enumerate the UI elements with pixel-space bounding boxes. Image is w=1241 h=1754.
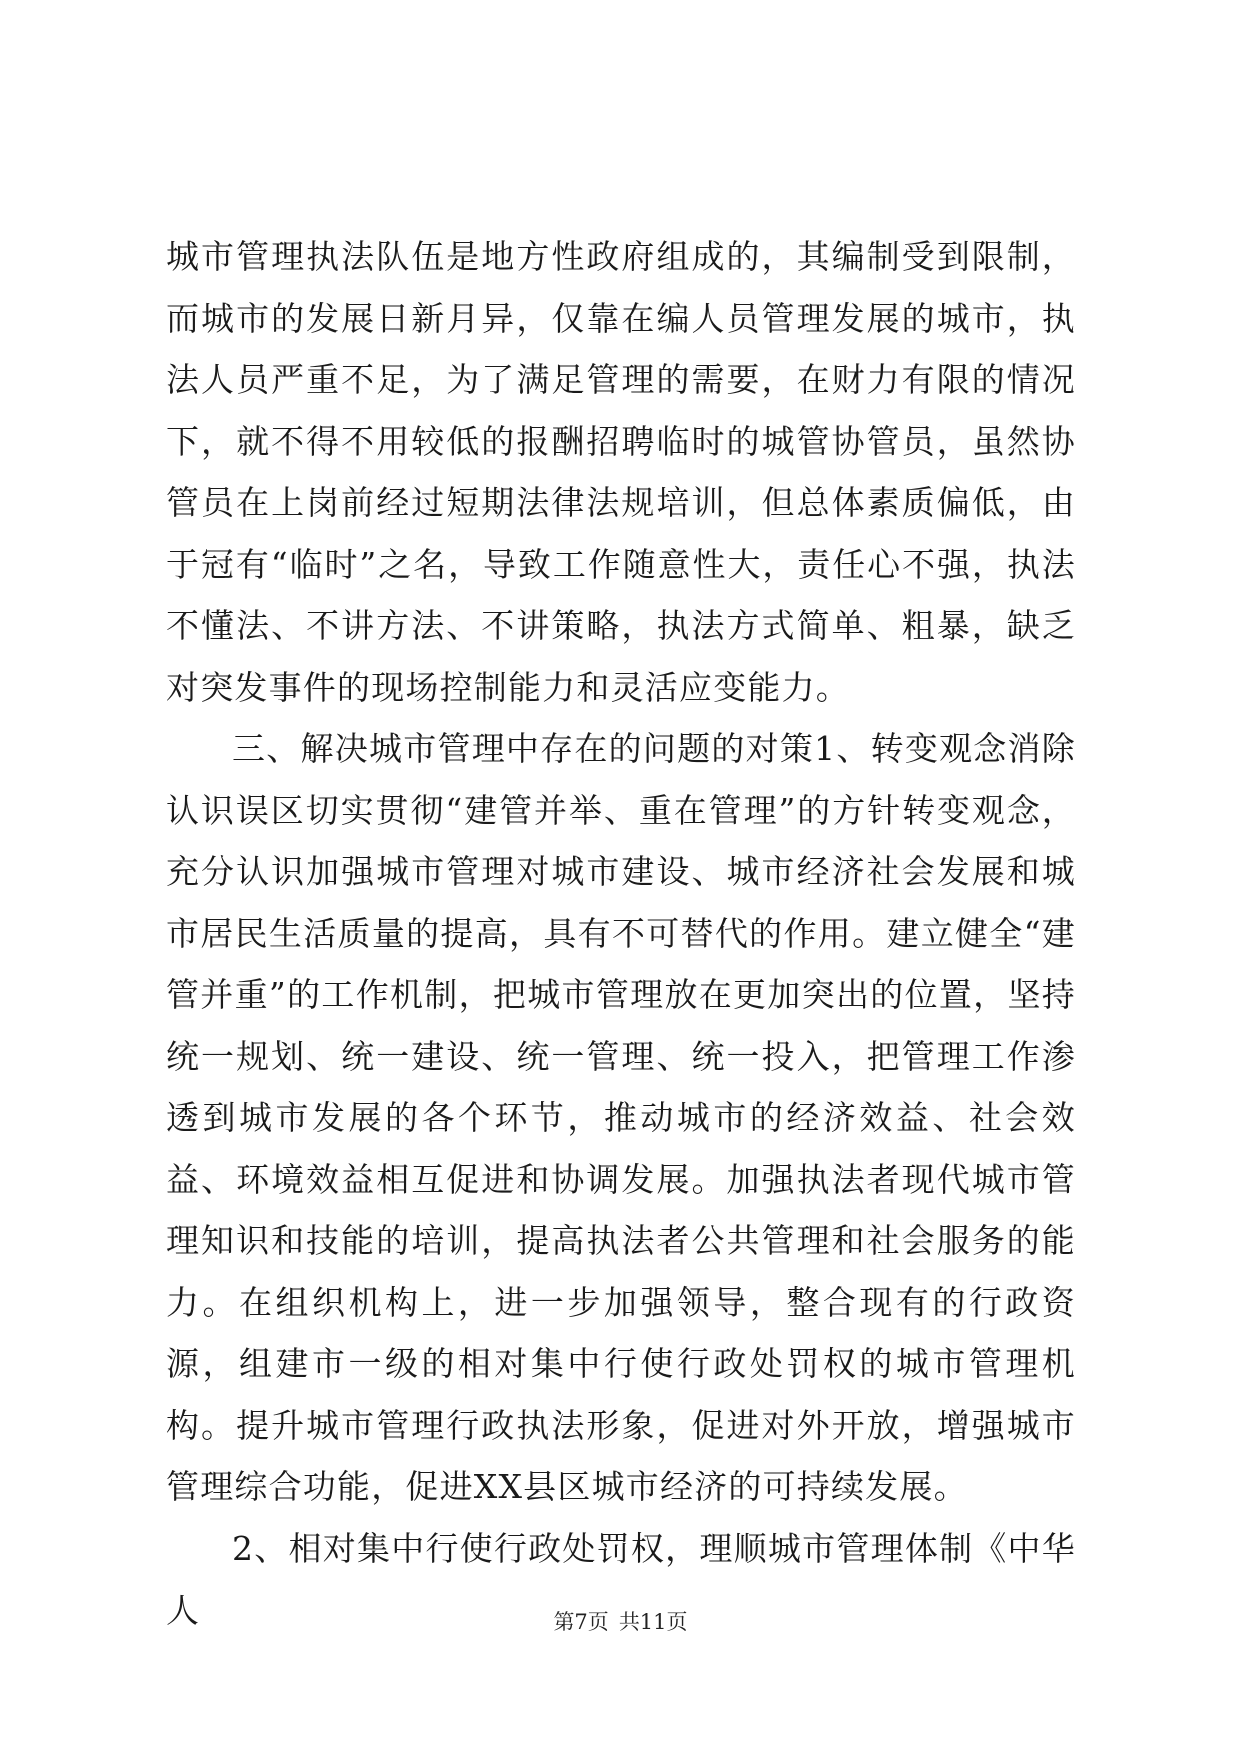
page-footer — [0, 1608, 1241, 1636]
page-total: 共11页 — [618, 1610, 688, 1634]
paragraph-1: 城市管理执法队伍是地方性政府组成的，其编制受到限制，而城市的发展日新月异，仅靠在编人员管理发展的城市，执法人员严重不足，为了满足管理的需要，在财力有限的情况下，就不得不用较低的报酬招聘临时的城管协管员，虽然协管员在上岗前经过短期法律法规培训，但总体素质偏低，由于冠有“临时”之名，导致工作随意性大，责任心不强，执法不懂法、不讲方法、不讲策略，执法方式简单、粗暴，缺乏对突发事件的现场控制能力和灵活应变能力。 — [166, 237, 1076, 707]
paragraph-3: 2、相对集中行使行政处罚权，理顺城市管理体制《中华人 — [166, 1529, 1076, 1630]
paragraph-2: 三、解决城市管理中存在的问题的对策1、转变观念消除认识误区切实贯彻“建管并举、重在管理”的方针转变观念，充分认识加强城市管理对城市建设、城市经济社会发展和城市居民生活质量的提高，具有不可替代的作用。建立健全“建管并重”的工作机制，把城市管理放在更加突出的位置，坚持统一规划、统一建设、统一管理、统一投入，把管理工作渗透到城市发展的各个环节，推动城市的经济效益、社会效益、环境效益相互促进和协调发展。加强执法者现代城市管理知识和技能的培训，提高执法者公共管理和社会服务的能力。在组织机构上，进一步加强领导，整合现有的行政资源，组建市一级的相对集中行使行政处罚权的城市管理机构。提升城市管理行政执法形象，促进对外开放，增强城市管理综合功能，促进XX县区城市经济的可持续发展。 — [166, 729, 1076, 1506]
page-number: 第7页 — [553, 1610, 609, 1634]
